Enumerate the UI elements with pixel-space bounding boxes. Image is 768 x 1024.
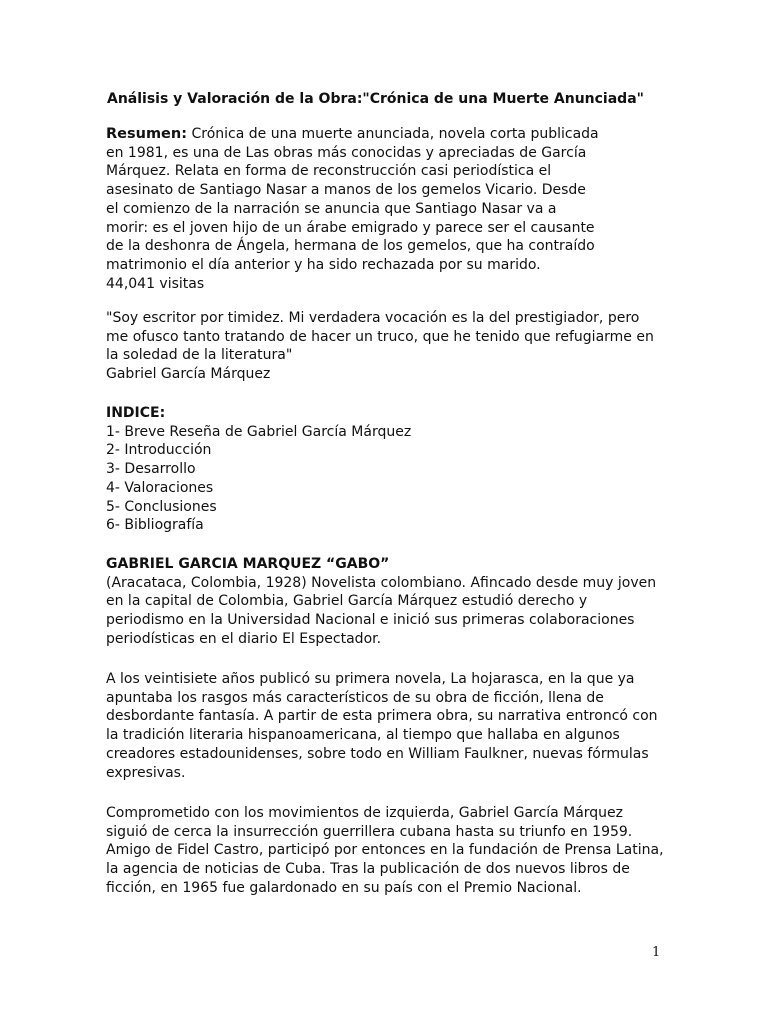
- bio-paragraph-line: creadores estadounidenses, sobre todo en William Faulkner, nuevas fórmulas: [106, 745, 649, 762]
- index-section: [106, 404, 666, 535]
- bio-paragraph-line: periodismo en la Universidad Nacional e inició sus primeras colaboraciones: [106, 612, 635, 629]
- bio-paragraph-3: [106, 804, 666, 898]
- bio-paragraph-line: en la capital de Colombia, Gabriel García Márquez estudió derecho y: [106, 593, 588, 610]
- bio-paragraph-line: periodísticas en el diario El Espectador.: [106, 630, 382, 647]
- summary-line: asesinato de Santiago Nasar a manos de los gemelos Vicario. Desde: [106, 182, 586, 199]
- bio-paragraph-line: expresivas.: [106, 764, 186, 781]
- bio-paragraph-line: siguió de cerca la insurrección guerrillera cubana hasta su triunfo en 1959.: [106, 823, 633, 840]
- summary-line: el comienzo de la narración se anuncia que Santiago Nasar va a: [106, 200, 557, 217]
- bio-paragraph-line: apuntaba los rasgos más característicos de su obra de ficción, llena de: [106, 689, 604, 706]
- summary-line: morir: es el joven hijo de un árabe emigrado y parece ser el causante: [106, 219, 595, 236]
- bio-paragraph-2: [106, 670, 666, 782]
- bio-section: [106, 555, 666, 649]
- summary-line: matrimonio el día anterior y ha sido rechazada por su marido.: [106, 256, 541, 273]
- bio-paragraph-line: Amigo de Fidel Castro, participó por entonces en la fundación de Prensa Latina,: [106, 842, 664, 859]
- document-title: Análisis y Valoración de la Obra:"Crónica de una Muerte Anunciada": [107, 91, 644, 107]
- bio-paragraph-line: Comprometido con los movimientos de izquierda, Gabriel García Márquez: [106, 805, 624, 821]
- quote-author: Gabriel García Márquez: [106, 366, 271, 383]
- summary-line: de la deshonra de Ángela, hermana de los gemelos, que ha contraído: [106, 238, 595, 255]
- summary-line: en 1981, es una de Las obras más conocidas y apreciadas de García: [106, 144, 587, 161]
- index-item: 5- Conclusiones: [106, 498, 217, 515]
- bio-paragraph-line: la tradición literaria hispanoamericana, al tiempo que hallaba en algunos: [106, 727, 620, 744]
- quote-line: "Soy escritor por timidez. Mi verdadera vocación es la del prestigiador, pero: [106, 310, 640, 326]
- quote-section: [106, 309, 666, 384]
- summary-section: [106, 125, 666, 293]
- visit-count: 44,041 visitas: [106, 275, 205, 292]
- index-item: 4- Valoraciones: [106, 479, 214, 496]
- summary-line: Márquez. Relata en forma de reconstrucción casi periodística el: [106, 163, 552, 180]
- bio-paragraph-line: (Aracataca, Colombia, 1928) Novelista colombiano. Afincado desde muy joven: [106, 574, 657, 591]
- bio-paragraph-line: la agencia de noticias de Cuba. Tras la publicación de dos nuevos libros de: [106, 861, 630, 878]
- bio-paragraph-line: desbordante fantasía. A partir de esta primera obra, su narrativa entroncó con: [106, 708, 658, 725]
- index-heading: INDICE:: [106, 405, 166, 421]
- summary-label: Resumen:: [106, 126, 188, 142]
- index-item: 2- Introducción: [106, 442, 212, 459]
- summary-line: Crónica de una muerte anunciada, novela corta publicada: [187, 126, 599, 142]
- page-number: 1: [652, 945, 661, 960]
- index-item: 1- Breve Reseña de Gabriel García Márquez: [106, 423, 412, 440]
- quote-line: la soledad de la literatura": [106, 347, 293, 364]
- bio-paragraph-line: ficción, en 1965 fue galardonado en su país con el Premio Nacional.: [106, 879, 582, 896]
- bio-heading: GABRIEL GARCIA MARQUEZ “GABO”: [106, 556, 390, 572]
- quote-line: me ofusco tanto tratando de hacer un truco, que he tenido que refugiarme en: [106, 328, 654, 345]
- bio-paragraph-line: A los veintisiete años publicó su primera novela, La hojarasca, en la que ya: [106, 671, 635, 687]
- index-item: 6- Bibliografía: [106, 517, 204, 534]
- index-item: 3- Desarrollo: [106, 461, 196, 478]
- summary-first-line: [106, 125, 666, 144]
